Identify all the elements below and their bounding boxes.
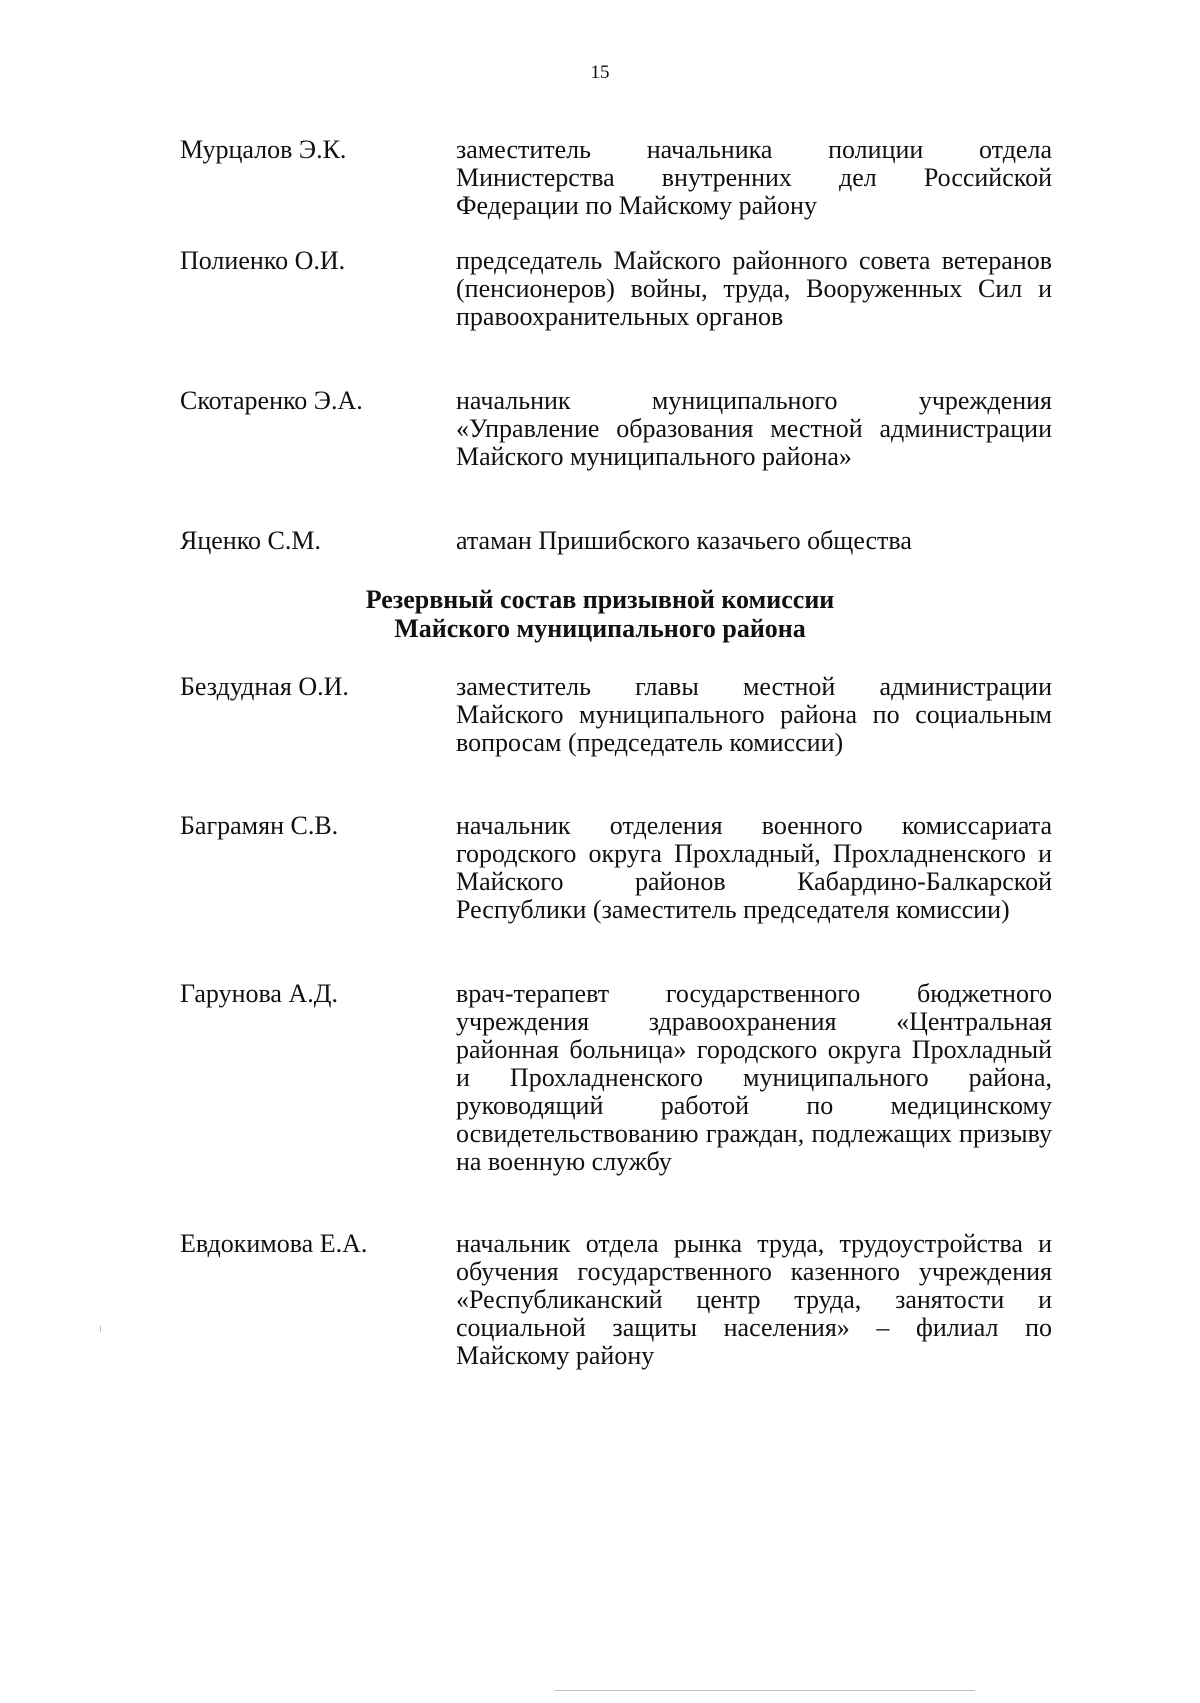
member-position: начальник муниципального учреждения «Управление образования местной администрации Майского муниципального района» (456, 386, 1052, 471)
member-name: Баграмян С.В. (180, 811, 339, 840)
member-name: Гарунова А.Д. (180, 979, 338, 1008)
member-position: заместитель главы местной администрации Майского муниципального района по социальным вопросам (председатель комиссии) (456, 672, 1052, 757)
member-name: Скотаренко Э.А. (180, 386, 363, 415)
member-position: врач-терапевт государственного бюджетного учреждения здравоохранения «Центральная районная больница» городского округа Прохладный и Прохладненского муниципального района, руководящий работой по медицинскому освидетельствованию граждан, подлежащих призыву на военную службу (456, 979, 1052, 1176)
section-title (0, 585, 1200, 643)
page-number: 15 (590, 62, 610, 83)
member-position: председатель Майского районного совета ветеранов (пенсионеров) войны, труда, Вооруженных Сил и правоохранительных органов (456, 246, 1052, 331)
member-position: атаман Пришибского казачьего общества (456, 526, 912, 555)
member-name: Бездудная О.И. (180, 672, 349, 701)
member-name: Евдокимова Е.А. (180, 1229, 368, 1258)
member-position: начальник отдела рынка труда, трудоустройства и обучения государственного казенного учреждения «Республиканский центр труда, занятости и социальной защиты населения» – филиал по Майскому району (456, 1229, 1052, 1370)
member-position: начальник отделения военного комиссариата городского округа Прохладный, Прохладненского и Майского районов Кабардино-Балкарской Республики (заместитель председателя комиссии) (456, 811, 1052, 924)
member-position: заместитель начальника полиции отдела Министерства внутренних дел Российской Федерации по Майскому району (456, 135, 1052, 220)
member-name: Мурцалов Э.К. (180, 135, 347, 164)
section-title-line: Резервный состав призывной комиссии (365, 585, 835, 614)
member-name: Полиенко О.И. (180, 246, 346, 275)
scan-artifact (555, 1690, 975, 1691)
member-name: Яценко С.М. (180, 526, 321, 555)
section-title-line: Майского муниципального района (394, 614, 806, 643)
scan-artifact (100, 1326, 101, 1332)
